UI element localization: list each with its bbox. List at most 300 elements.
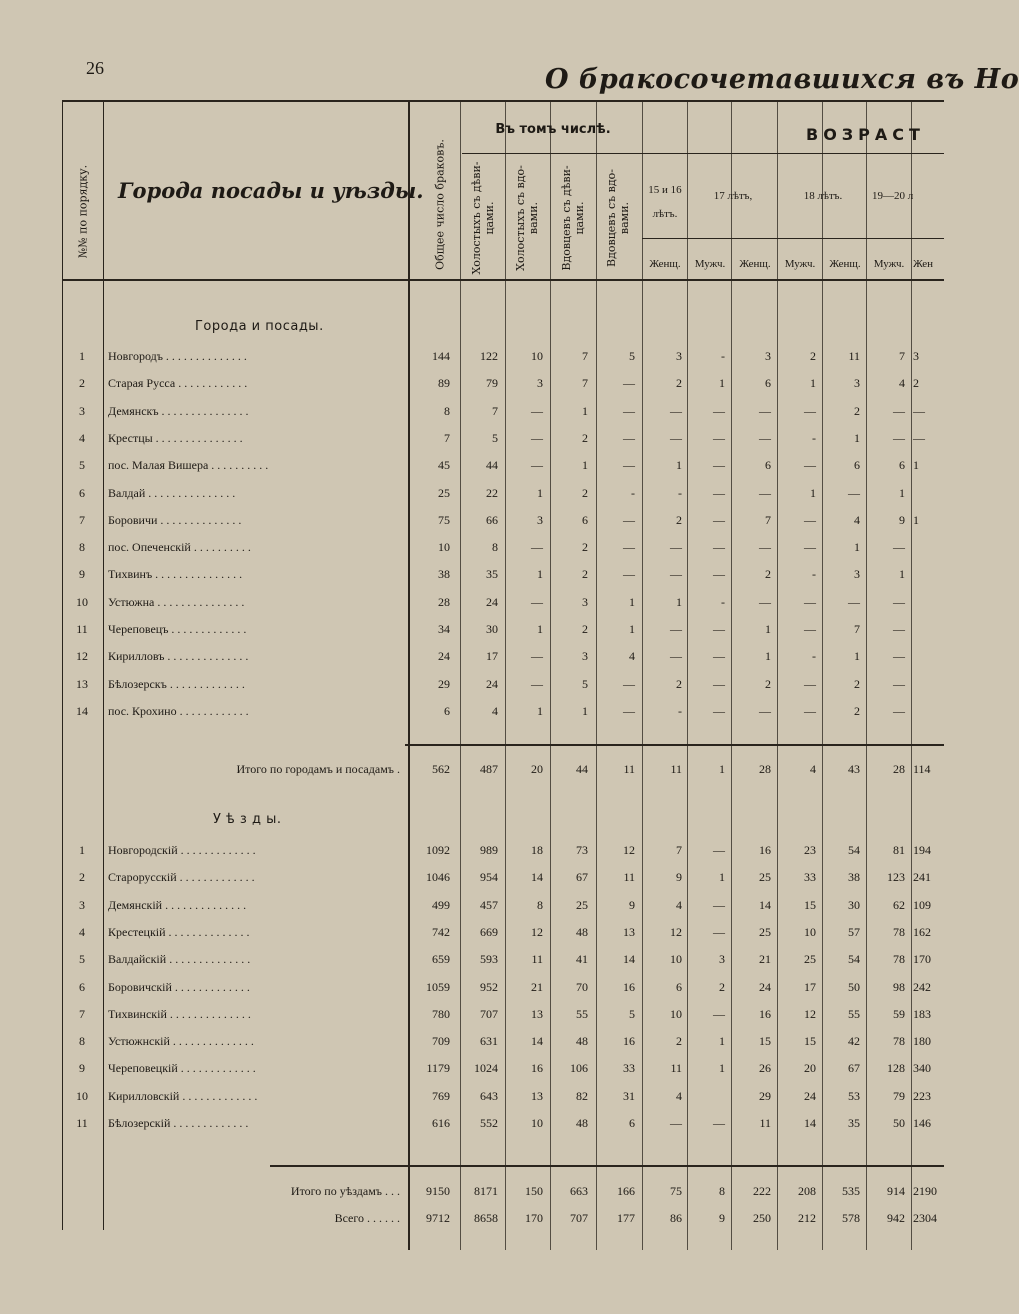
- place-name: Демянскій . . . . . . . . . . . . . .: [108, 897, 247, 912]
- table-cell: 16: [759, 1006, 771, 1021]
- table-cell: 55: [576, 1006, 588, 1021]
- order-number-header: №№ по порядку.: [76, 164, 90, 259]
- table-cell: 128: [887, 1061, 905, 1076]
- table-cell: 81: [893, 843, 905, 857]
- table-cell: —: [804, 594, 816, 609]
- place-name: Кирилловскій . . . . . . . . . . . . .: [108, 1088, 258, 1103]
- name-col-rule: [408, 100, 410, 1250]
- table-cell: 2: [765, 567, 771, 582]
- table-cell: —: [893, 430, 905, 445]
- table-cell: 552: [480, 1116, 498, 1130]
- table-cell: 177: [617, 1211, 635, 1225]
- table-cell: -: [812, 649, 816, 664]
- table-cell: 2190: [913, 1184, 937, 1198]
- table-cell: —: [531, 540, 543, 555]
- table-cell: 44: [576, 762, 588, 776]
- table-cell: —: [623, 430, 635, 445]
- towns-total-rule: [405, 744, 944, 746]
- table-cell: —: [913, 403, 925, 418]
- table-cell: 562: [432, 762, 450, 776]
- table-cell: 3: [719, 952, 725, 967]
- table-cell: —: [623, 676, 635, 691]
- table-cell: 6: [629, 1116, 635, 1130]
- table-cell: 67: [848, 1061, 860, 1076]
- table-cell: 2: [582, 485, 588, 500]
- table-cell: 340: [913, 1061, 931, 1076]
- table-cell: 5: [629, 349, 635, 363]
- table-cell: 212: [798, 1211, 816, 1225]
- table-cell: 17: [486, 649, 498, 664]
- age-17-header: 17 лѣтъ,: [713, 190, 753, 202]
- table-cell: —: [670, 622, 682, 636]
- table-cell: —: [893, 540, 905, 555]
- table-cell: 45: [438, 458, 450, 473]
- table-cell: 144: [432, 349, 450, 363]
- table-cell: 1: [719, 870, 725, 885]
- table-cell: 9712: [426, 1211, 450, 1225]
- table-cell: —: [893, 622, 905, 636]
- table-cell: 14: [623, 952, 635, 967]
- table-cell: 75: [670, 1184, 682, 1198]
- table-cell: —: [623, 567, 635, 582]
- bachelors-widows-header: Холостыхъ съ вдо- вами.: [514, 165, 540, 271]
- table-cell: 12: [670, 924, 682, 939]
- row-number: 11: [76, 1116, 88, 1130]
- row-number: 10: [76, 594, 88, 609]
- table-cell: 16: [531, 1061, 543, 1076]
- table-cell: 1024: [474, 1061, 498, 1076]
- table-cell: 1: [913, 458, 919, 473]
- table-cell: 659: [432, 952, 450, 967]
- table-cell: 38: [848, 870, 860, 885]
- table-cell: 10: [804, 924, 816, 939]
- row-number: 11: [76, 622, 88, 636]
- table-cell: —: [531, 594, 543, 609]
- row-number: 3: [79, 403, 85, 418]
- table-cell: 2: [582, 430, 588, 445]
- table-cell: 21: [759, 952, 771, 967]
- total-label: Итого по уѣздамъ . . .: [290, 1184, 400, 1198]
- table-cell: 1: [537, 622, 543, 636]
- table-cell: —: [713, 512, 725, 527]
- place-name: Бѣлозерскій . . . . . . . . . . . . .: [108, 1116, 249, 1130]
- table-cell: 82: [576, 1088, 588, 1103]
- table-cell: 17: [804, 979, 816, 994]
- table-cell: 663: [570, 1184, 588, 1198]
- place-name: Бѣлозерскъ . . . . . . . . . . . . .: [108, 676, 245, 691]
- table-cell: 1046: [426, 870, 450, 885]
- row-number: 7: [79, 512, 85, 527]
- table-cell: 989: [480, 843, 498, 857]
- table-cell: 3: [913, 349, 919, 363]
- table-cell: 54: [848, 952, 860, 967]
- table-cell: 162: [913, 924, 931, 939]
- table-cell: 30: [848, 897, 860, 912]
- table-cell: 16: [623, 979, 635, 994]
- women-header-cut: Жен: [913, 258, 934, 270]
- table-cell: 7: [854, 622, 860, 636]
- table-cell: —: [531, 430, 543, 445]
- table-cell: 2: [854, 703, 860, 718]
- table-cell: 499: [432, 897, 450, 912]
- table-cell: 2: [810, 349, 816, 363]
- place-name: Новгородъ . . . . . . . . . . . . . .: [108, 349, 247, 363]
- table-cell: —: [670, 403, 682, 418]
- table-cell: 1: [899, 485, 905, 500]
- men-header: Мужч.: [873, 258, 905, 270]
- table-cell: 780: [432, 1006, 450, 1021]
- table-cell: 30: [486, 622, 498, 636]
- table-cell: 109: [913, 897, 931, 912]
- table-cell: 222: [753, 1184, 771, 1198]
- table-cell: 7: [582, 349, 588, 363]
- table-cell: 3: [765, 349, 771, 363]
- table-cell: 14: [531, 870, 543, 885]
- table-cell: 53: [848, 1088, 860, 1103]
- table-cell: 3: [537, 376, 543, 391]
- table-cell: 78: [893, 1034, 905, 1049]
- table-cell: 2: [854, 676, 860, 691]
- table-cell: —: [713, 676, 725, 691]
- table-cell: 73: [576, 843, 588, 857]
- table-cell: —: [713, 924, 725, 939]
- table-cell: 29: [759, 1088, 771, 1103]
- table-cell: 180: [913, 1034, 931, 1049]
- table-cell: 1: [537, 567, 543, 582]
- table-cell: 98: [893, 979, 905, 994]
- table-cell: -: [721, 349, 725, 363]
- table-cell: 6: [582, 512, 588, 527]
- table-cell: 250: [753, 1211, 771, 1225]
- table-cell: -: [812, 567, 816, 582]
- column-rule: [911, 102, 912, 1250]
- table-cell: 11: [623, 762, 635, 776]
- place-name: пос. Опеченскій . . . . . . . . . .: [108, 540, 251, 555]
- table-cell: 1: [765, 649, 771, 664]
- table-cell: 11: [759, 1116, 771, 1130]
- table-cell: 11: [623, 870, 635, 885]
- order-col-rule: [103, 100, 104, 1230]
- table-cell: 535: [842, 1184, 860, 1198]
- row-number: 1: [79, 843, 85, 857]
- women-header: Женщ.: [829, 258, 861, 270]
- table-cell: 4: [629, 649, 635, 664]
- table-cell: 23: [804, 843, 816, 857]
- table-cell: 146: [913, 1116, 931, 1130]
- table-cell: —: [759, 703, 771, 718]
- table-cell: 35: [486, 567, 498, 582]
- table-cell: 631: [480, 1034, 498, 1049]
- table-cell: —: [759, 403, 771, 418]
- table-cell: 1: [676, 594, 682, 609]
- table-cell: 2: [676, 1034, 682, 1049]
- total-label: Итого по городамъ и посадамъ .: [236, 762, 400, 776]
- table-cell: —: [531, 458, 543, 473]
- table-cell: -: [678, 485, 682, 500]
- place-name: Боровичи . . . . . . . . . . . . . .: [108, 512, 242, 527]
- table-cell: —: [759, 430, 771, 445]
- table-cell: —: [913, 430, 925, 445]
- table-cell: 2: [765, 676, 771, 691]
- table-cell: 8171: [474, 1184, 498, 1198]
- table-cell: —: [713, 622, 725, 636]
- table-cell: 12: [623, 843, 635, 857]
- row-number: 6: [79, 979, 85, 994]
- table-cell: 3: [854, 567, 860, 582]
- table-cell: 942: [887, 1211, 905, 1225]
- table-cell: 2: [582, 540, 588, 555]
- table-cell: —: [623, 403, 635, 418]
- table-cell: 16: [759, 843, 771, 857]
- table-cell: —: [713, 843, 725, 857]
- table-cell: 66: [486, 512, 498, 527]
- table-cell: 8: [444, 403, 450, 418]
- table-cell: —: [713, 540, 725, 555]
- table-cell: 10: [670, 1006, 682, 1021]
- table-cell: 9150: [426, 1184, 450, 1198]
- table-cell: 7: [582, 376, 588, 391]
- table-cell: —: [804, 703, 816, 718]
- table-cell: 55: [848, 1006, 860, 1021]
- table-cell: 709: [432, 1034, 450, 1049]
- place-name: пос. Малая Вишера . . . . . . . . . .: [108, 458, 269, 473]
- table-cell: 25: [804, 952, 816, 967]
- table-cell: —: [804, 458, 816, 473]
- table-cell: 24: [804, 1088, 816, 1103]
- table-cell: 42: [848, 1034, 860, 1049]
- table-cell: 1: [582, 403, 588, 418]
- table-cell: 25: [759, 924, 771, 939]
- in-that-number-header: Въ томъ числѣ.: [495, 122, 611, 137]
- table-cell: 35: [848, 1116, 860, 1130]
- table-cell: 707: [480, 1006, 498, 1021]
- table-cell: 578: [842, 1211, 860, 1225]
- place-name: Тихвинъ . . . . . . . . . . . . . . .: [108, 567, 243, 582]
- table-cell: 742: [432, 924, 450, 939]
- table-cell: 8: [492, 540, 498, 555]
- age-header: ВОЗРАСТ: [806, 125, 925, 144]
- row-number: 4: [79, 924, 85, 939]
- table-cell: 6: [765, 458, 771, 473]
- table-cell: —: [848, 485, 860, 500]
- row-number: 1: [79, 349, 85, 363]
- row-number: 6: [79, 485, 85, 500]
- men-header: Мужч.: [784, 258, 816, 270]
- table-cell: 616: [432, 1116, 450, 1130]
- table-cell: 86: [670, 1211, 682, 1225]
- row-number: 8: [79, 1034, 85, 1049]
- table-cell: 18: [531, 843, 543, 857]
- table-cell: 34: [438, 622, 450, 636]
- table-cell: 2: [676, 376, 682, 391]
- table-cell: 1: [537, 485, 543, 500]
- table-cell: —: [713, 649, 725, 664]
- table-cell: 48: [576, 1116, 588, 1130]
- table-cell: 48: [576, 924, 588, 939]
- table-cell: 952: [480, 979, 498, 994]
- total-marriages-header: Общее число браковъ.: [433, 139, 447, 270]
- table-cell: 3: [537, 512, 543, 527]
- table-cell: 1: [719, 376, 725, 391]
- table-cell: 707: [570, 1211, 588, 1225]
- table-cell: 1: [810, 376, 816, 391]
- table-cell: —: [623, 376, 635, 391]
- table-cell: 28: [893, 762, 905, 776]
- table-cell: 6: [765, 376, 771, 391]
- table-cell: 50: [893, 1116, 905, 1130]
- table-cell: 7: [899, 349, 905, 363]
- row-number: 9: [79, 1061, 85, 1076]
- age-15-16-header: 15 и 16 лѣтъ.: [648, 184, 682, 220]
- women-header: Женщ.: [649, 258, 681, 270]
- table-cell: 2: [582, 622, 588, 636]
- row-number: 5: [79, 952, 85, 967]
- table-cell: —: [713, 485, 725, 500]
- page-number: 26: [86, 58, 104, 78]
- table-cell: 1: [719, 1034, 725, 1049]
- table-cell: 1: [719, 762, 725, 776]
- table-cell: —: [893, 649, 905, 664]
- table-cell: 1: [537, 703, 543, 718]
- table-cell: 769: [432, 1088, 450, 1103]
- table-cell: 3: [676, 349, 682, 363]
- table-cell: 7: [765, 512, 771, 527]
- table-cell: -: [812, 430, 816, 445]
- table-cell: 20: [531, 762, 543, 776]
- table-cell: 25: [759, 870, 771, 885]
- table-cell: 9: [899, 512, 905, 527]
- table-cell: 28: [438, 594, 450, 609]
- top-rule: [62, 100, 944, 102]
- table-cell: 8: [537, 897, 543, 912]
- table-cell: 1092: [426, 843, 450, 857]
- table-cell: 5: [629, 1006, 635, 1021]
- row-number: 3: [79, 897, 85, 912]
- table-cell: 643: [480, 1088, 498, 1103]
- table-cell: 10: [531, 349, 543, 363]
- table-cell: —: [670, 567, 682, 582]
- table-cell: 166: [617, 1184, 635, 1198]
- table-cell: 2: [676, 512, 682, 527]
- table-cell: 2: [719, 979, 725, 994]
- table-cell: 11: [531, 952, 543, 967]
- women-header: Женщ.: [739, 258, 771, 270]
- table-cell: —: [804, 676, 816, 691]
- table-cell: 11: [848, 349, 860, 363]
- table-cell: 487: [480, 762, 498, 776]
- row-number: 8: [79, 540, 85, 555]
- table-cell: 1: [854, 540, 860, 555]
- table-cell: 954: [480, 870, 498, 885]
- age-18-header: 18 лѣтъ.: [803, 190, 843, 202]
- table-cell: 208: [798, 1184, 816, 1198]
- place-name: Новгородскій . . . . . . . . . . . . .: [108, 843, 256, 857]
- table-cell: 4: [899, 376, 905, 391]
- table-cell: 457: [480, 897, 498, 912]
- table-cell: 13: [623, 924, 635, 939]
- towns-section-heading: Города и посады.: [195, 319, 324, 334]
- table-cell: 3: [854, 376, 860, 391]
- table-cell: 1179: [426, 1061, 450, 1076]
- table-cell: 170: [525, 1211, 543, 1225]
- table-cell: 2: [582, 567, 588, 582]
- table-cell: —: [670, 1116, 682, 1130]
- table-cell: 6: [899, 458, 905, 473]
- table-cell: —: [623, 512, 635, 527]
- table-cell: —: [848, 594, 860, 609]
- table-cell: 11: [670, 762, 682, 776]
- place-name: Устюжна . . . . . . . . . . . . . . .: [108, 594, 245, 609]
- table-cell: 12: [531, 924, 543, 939]
- table-cell: 9: [629, 897, 635, 912]
- table-cell: 2: [913, 376, 919, 391]
- table-cell: 4: [676, 1088, 682, 1103]
- table-cell: 15: [804, 897, 816, 912]
- table-cell: 33: [804, 870, 816, 885]
- table-cell: 6: [444, 703, 450, 718]
- age-19-20-header: 19—20 л: [872, 190, 914, 202]
- table-cell: 21: [531, 979, 543, 994]
- table-cell: 669: [480, 924, 498, 939]
- table-cell: 22: [486, 485, 498, 500]
- table-cell: —: [531, 403, 543, 418]
- table-cell: 6: [854, 458, 860, 473]
- table-cell: —: [670, 649, 682, 664]
- table-cell: 1: [629, 622, 635, 636]
- table-cell: 2: [676, 676, 682, 691]
- table-cell: 79: [486, 376, 498, 391]
- table-cell: 28: [759, 762, 771, 776]
- table-cell: —: [670, 540, 682, 555]
- table-cell: 223: [913, 1088, 931, 1103]
- table-cell: —: [623, 703, 635, 718]
- table-cell: 4: [854, 512, 860, 527]
- table-cell: 114: [913, 762, 931, 776]
- table-cell: 150: [525, 1184, 543, 1198]
- table-cell: 241: [913, 870, 931, 885]
- table-cell: 1: [913, 512, 919, 527]
- table-cell: 3: [582, 594, 588, 609]
- table-cell: 4: [492, 703, 498, 718]
- place-name: Демянскъ . . . . . . . . . . . . . . .: [108, 403, 249, 418]
- table-cell: 12: [804, 1006, 816, 1021]
- table-cell: —: [759, 485, 771, 500]
- table-cell: —: [893, 594, 905, 609]
- row-number: 2: [79, 870, 85, 885]
- table-cell: 122: [480, 349, 498, 363]
- table-cell: 1059: [426, 979, 450, 994]
- table-cell: —: [670, 430, 682, 445]
- table-cell: 38: [438, 567, 450, 582]
- table-cell: 70: [576, 979, 588, 994]
- table-cell: —: [623, 458, 635, 473]
- table-cell: —: [804, 622, 816, 636]
- table-cell: 1: [676, 458, 682, 473]
- place-name: Валдай . . . . . . . . . . . . . . .: [108, 485, 236, 500]
- table-cell: 43: [848, 762, 860, 776]
- table-cell: 8: [719, 1184, 725, 1198]
- table-cell: 9: [719, 1211, 725, 1225]
- total-label: Всего . . . . . .: [334, 1211, 400, 1225]
- table-cell: 6: [676, 979, 682, 994]
- table-cell: 10: [438, 540, 450, 555]
- districts-total-rule: [270, 1165, 944, 1167]
- table-cell: 8658: [474, 1211, 498, 1225]
- table-cell: 14: [804, 1116, 816, 1130]
- table-cell: 1: [629, 594, 635, 609]
- table-cell: 15: [759, 1034, 771, 1049]
- table-cell: 5: [492, 430, 498, 445]
